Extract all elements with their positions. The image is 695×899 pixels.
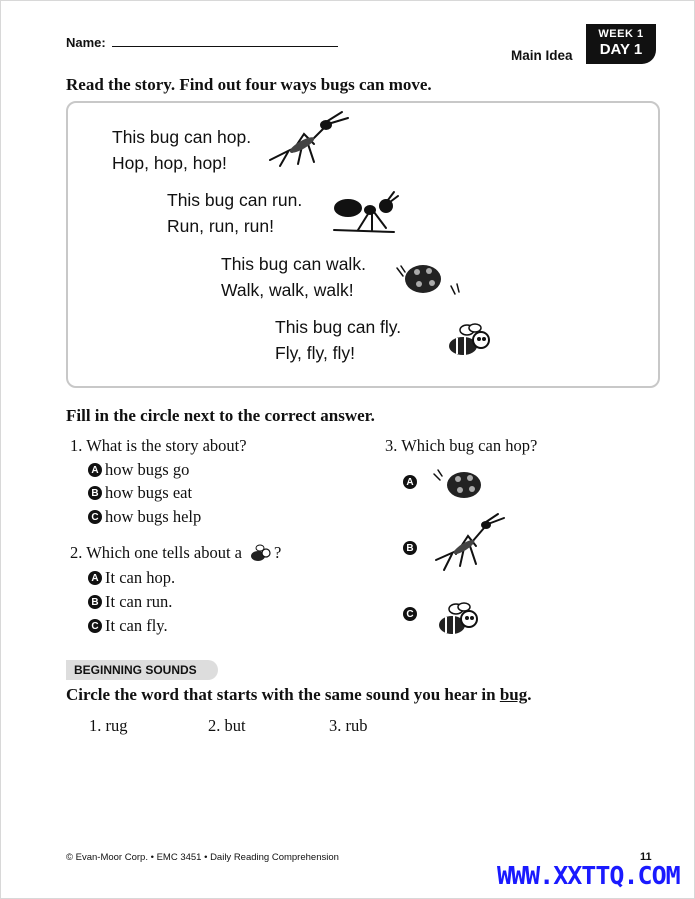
answer-bubble[interactable]: B [88,595,102,609]
watermark: WWW.XXTTQ.COM [497,861,680,890]
answer-bubble[interactable]: B [88,486,102,500]
sounds-instruction-text: Circle the word that starts with the same sound you hear in [66,685,500,704]
sounds-instruction [66,685,532,705]
story-line: Fly, fly, fly! [275,343,356,363]
name-field-line[interactable] [112,46,338,47]
answer-option[interactable] [88,568,175,588]
answer-bubble[interactable]: A [88,571,102,585]
grasshopper-icon [262,108,352,170]
bee-icon [434,598,486,640]
question-1: 1. What is the story about? [70,436,247,455]
week-label: WEEK 1 [598,28,644,40]
answer-bubble[interactable]: A [88,463,102,477]
grasshopper-icon [432,514,506,576]
story-stanza-run [167,187,302,239]
skill-title: Main Idea [511,48,573,63]
answer-bubble[interactable]: C [88,510,102,524]
story-line: This bug can run. [167,190,303,210]
story-line: This bug can walk. [221,254,366,274]
name-label: Name: [66,35,106,50]
story-instruction: Read the story. Find out four ways bugs can move. [66,75,432,94]
answer-text: how bugs go [105,460,190,479]
story-line: Walk, walk, walk! [221,280,354,300]
word-choice[interactable]: 3. rub [329,716,368,735]
bee-icon [248,543,274,563]
ant-icon [328,190,400,236]
answer-text: It can fly. [105,616,168,635]
answer-text: It can run. [105,592,173,611]
answer-option[interactable] [88,592,172,612]
story-line: Hop, hop, hop! [112,153,227,173]
answer-text: It can hop. [105,568,176,587]
story-stanza-hop [112,124,251,176]
answer-bubble[interactable]: C [403,607,417,621]
answer-option[interactable] [88,507,201,527]
sounds-instruction-end: . [527,685,532,704]
question-2-mark: ? [274,543,282,562]
answer-option[interactable] [88,483,192,503]
answer-text: how bugs eat [105,483,193,502]
page-number: 11 [640,851,652,863]
bee-icon [443,318,499,362]
question-2-text: 2. Which one tells about a [70,543,242,562]
week-day-badge [586,24,656,64]
footer-copyright: © Evan-Moor Corp. • EMC 3451 • Daily Reading Comprehension [66,852,339,863]
story-line: Run, run, run! [167,216,274,236]
day-label: DAY 1 [599,41,643,58]
question-2 [70,543,281,563]
answer-option[interactable] [88,616,168,636]
question-3: 3. Which bug can hop? [385,436,538,455]
section-tab-beginning-sounds: BEGINNING SOUNDS [66,660,218,680]
questions-instruction: Fill in the circle next to the correct answer. [66,406,375,425]
story-stanza-fly [275,314,401,366]
answer-bubble[interactable]: A [403,475,417,489]
ladybug-icon [395,262,465,298]
ladybug-icon [430,468,492,502]
answer-option[interactable] [88,460,189,480]
answer-text: how bugs help [105,507,202,526]
target-word: bug [499,685,528,704]
story-line: This bug can hop. [112,127,252,147]
word-choice[interactable]: 1. rug [89,716,128,735]
story-stanza-walk [221,251,366,303]
story-line: This bug can fly. [275,317,402,337]
answer-bubble[interactable]: C [88,619,102,633]
word-choice[interactable]: 2. but [208,716,246,735]
answer-bubble[interactable]: B [403,541,417,555]
